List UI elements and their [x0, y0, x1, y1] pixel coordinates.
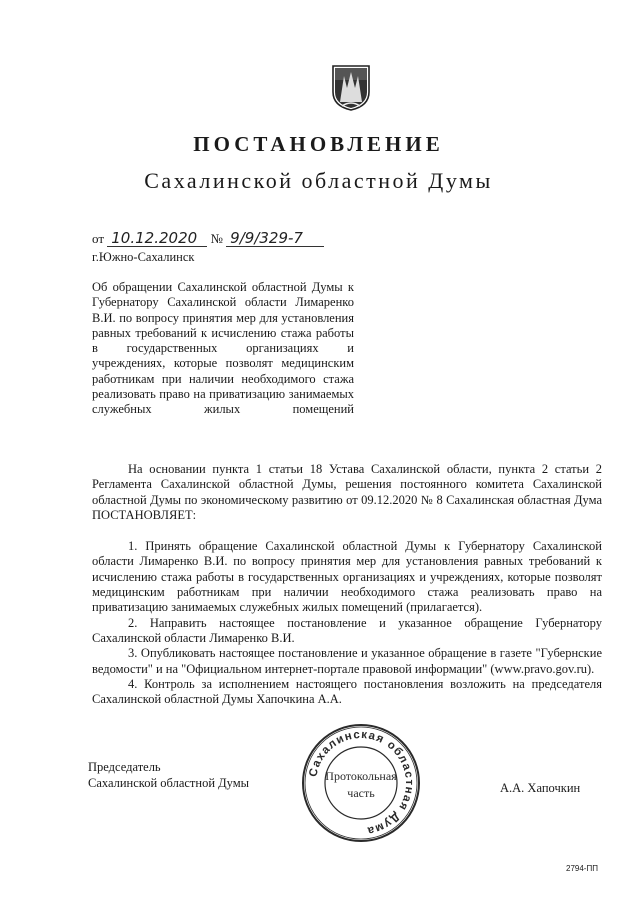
- resolution-item-3: 3. Опубликовать настоящее постановление и указанное обращение в газете "Губернские ведомости" и на "Официальном интернет-портале правовой информации" (www.pravo.gov.ru).: [92, 646, 602, 676]
- stamp-center-line-2: часть: [347, 786, 375, 800]
- preamble-paragraph: На основании пункта 1 статьи 18 Устава Сахалинской области, пункта 2 статьи 2 Регламента Сахалинской областной Думы, решения постоянного комитета Сахалинской областной Думы по экономическому развитию от 09.12.2020 № 8 Сахалинская областная Дума ПОСТАНОВЛЯЕТ:: [92, 462, 602, 522]
- subject-line: работникам при наличии необходимого стажа: [92, 371, 354, 386]
- resolution-item-4: 4. Контроль за исполнением настоящего постановления возложить на председателя Сахалинской областной Думы Хапочкина А.А.: [92, 676, 602, 707]
- official-stamp: [300, 722, 422, 844]
- coat-of-arms-emblem: [330, 62, 372, 112]
- signatory-position: [88, 760, 249, 791]
- number-label: №: [210, 231, 223, 246]
- issuing-body: Сахалинской областной Думы: [144, 168, 493, 193]
- document-title: ПОСТАНОВЛЕНИЕ: [193, 132, 444, 156]
- date-number-line: [92, 230, 324, 247]
- stamp-center-line-1: Протокольная: [325, 769, 397, 783]
- subject-line: служебных жилых помещений: [92, 402, 354, 417]
- subject-line: учреждениях, которые позволят медицинским: [92, 356, 354, 371]
- document-code: 2794-ПП: [566, 864, 598, 873]
- signatory-name: А.А. Хапочкин: [500, 781, 581, 795]
- subject-line: Губернатору Сахалинской области Лимаренко: [92, 295, 354, 310]
- subject-line: В.И. по вопросу принятия мер для установления: [92, 310, 354, 325]
- city-line: г.Южно-Сахалинск: [92, 250, 195, 264]
- subject-line: в государственных организациях и: [92, 341, 354, 356]
- handwritten-number: 9/9/329-7: [226, 230, 324, 247]
- subject-block: [92, 280, 354, 418]
- handwritten-date: 10.12.2020: [107, 230, 207, 247]
- stamp-ring-text: Сахалинская областная Дума: [307, 728, 416, 837]
- subject-line: реализовать право на приватизацию занимаемых: [92, 387, 354, 402]
- subject-line: равных требований к исчислению стажа работы: [92, 325, 354, 340]
- subject-line: Об обращении Сахалинской областной Думы к: [92, 280, 354, 294]
- resolution-item-1: 1. Принять обращение Сахалинской областной Думы к Губернатору Сахалинской области Лимаренко В.И. по вопросу принятия мер для установления равных требований к исчислению стажа работы в государственных организациях и учреждениях, которые позволят медицинским работникам при наличии необходимого стажа реализовать право на приватизацию занимаемых служебных жилых помещений (прилагается).: [92, 539, 602, 615]
- resolution-body: [92, 462, 602, 707]
- date-from-label: от: [92, 231, 105, 246]
- resolution-item-2: 2. Направить настоящее постановление и указанное обращение Губернатору Сахалинской области Лимаренко В.И.: [92, 615, 602, 645]
- position-line-1: Председатель: [88, 760, 161, 774]
- position-line-2: Сахалинской областной Думы: [88, 775, 250, 790]
